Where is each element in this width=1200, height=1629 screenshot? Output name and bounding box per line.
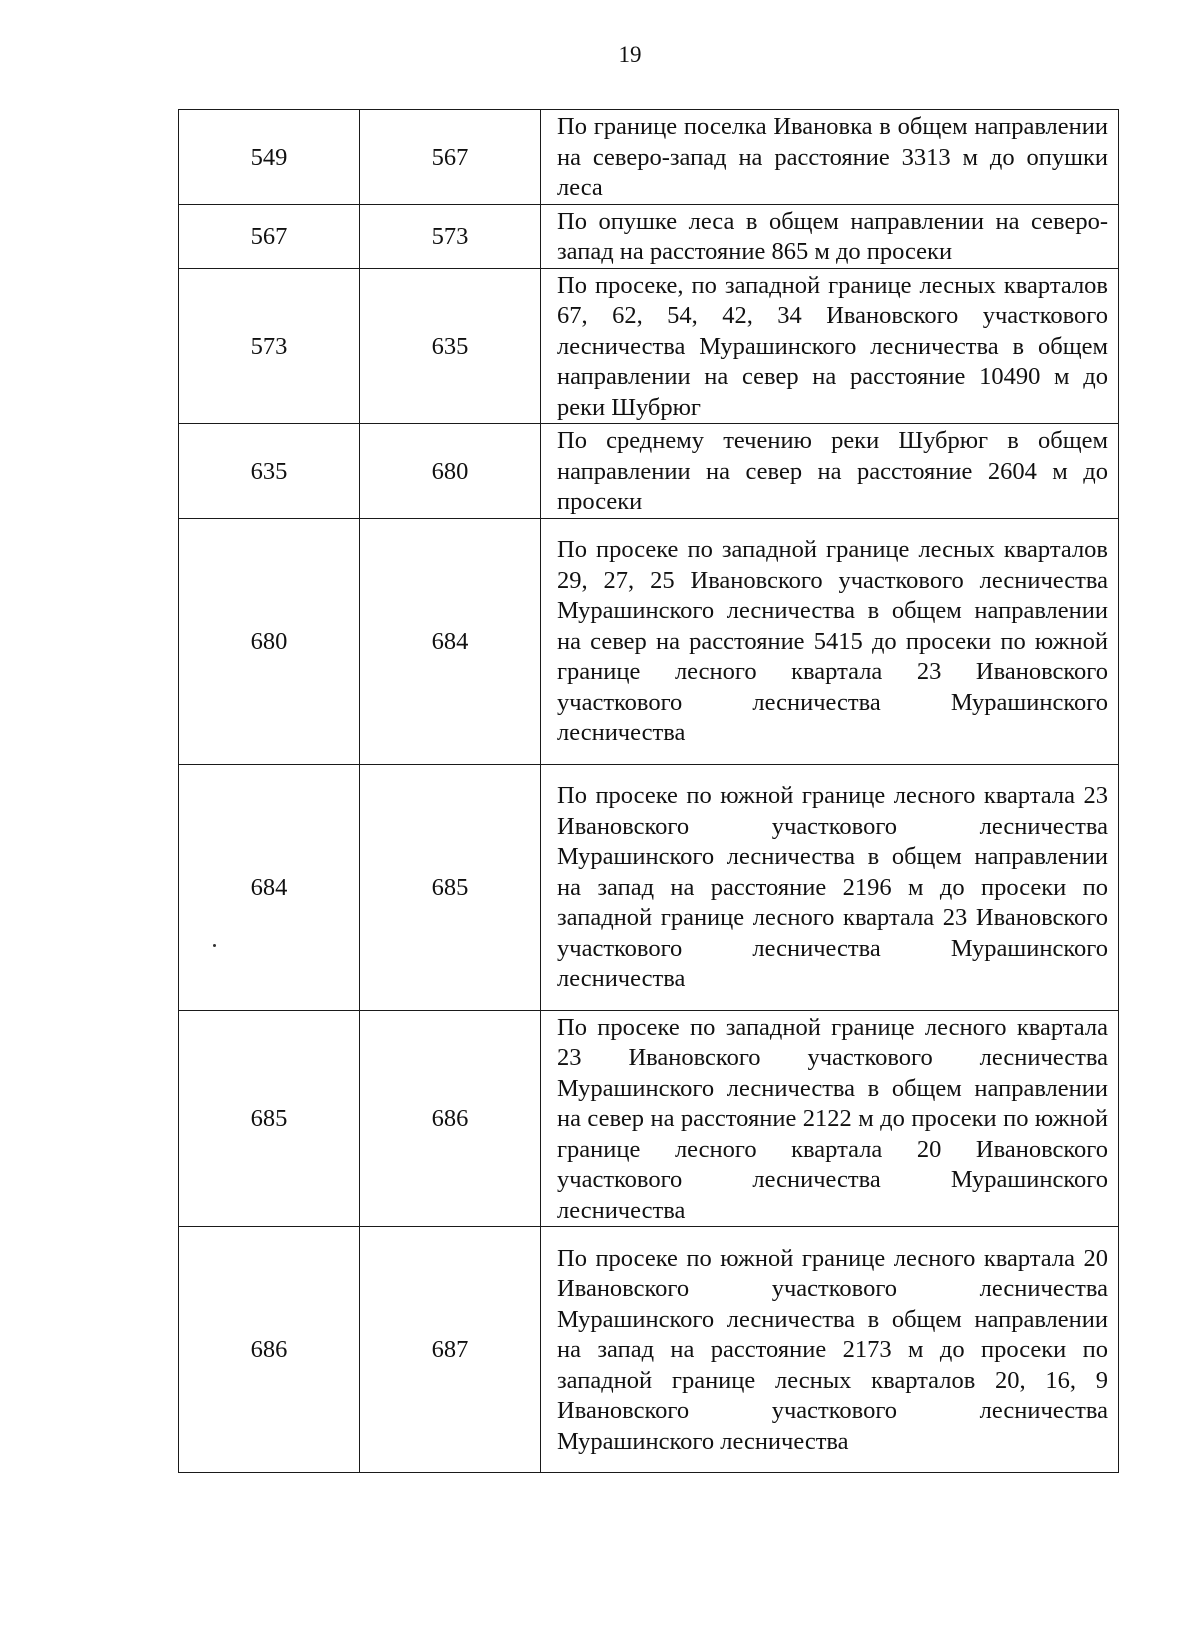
to-point-value: 573 [431,222,469,250]
from-point-cell [179,518,360,764]
to-point-value: 687 [431,1336,469,1364]
table-row [179,110,1119,205]
table-row [179,204,1119,268]
scan-speck [213,944,216,947]
from-point-value: 685 [250,1105,288,1132]
boundary-description: По среднему течению реки Шубрюг в общем направлении на север на расстояние 2604 м до просеки [541,424,1119,519]
to-point-cell [360,1227,541,1473]
from-point-value: 684 [250,873,288,901]
boundary-description: По опушке леса в общем направлении на северо-запад на расстояние 865 м до просеки [541,204,1119,268]
from-point-cell [179,110,360,205]
table-row [179,518,1119,764]
from-point-cell [179,1010,360,1227]
from-point-value: 635 [250,457,288,485]
from-point-value: 686 [250,1336,288,1364]
to-point-cell [360,268,541,424]
to-point-value: 567 [431,143,469,171]
page-number: 19 [618,42,642,67]
table-row [179,424,1119,519]
to-point-cell [360,204,541,268]
boundary-description: По просеке по южной границе лесного квартала 23 Ивановского участкового лесничества Мурашинского лесничества в общем направлении на запад на расстояние 2196 м до просеки по западной границе лесного квартала 23 Ивановского участкового лесничества Мурашинского лесничества [541,764,1119,1010]
from-point-value: 573 [250,332,288,360]
to-point-value: 685 [431,873,469,901]
table-row [179,764,1119,1010]
from-point-value: 680 [250,627,288,655]
from-point-cell [179,424,360,519]
to-point-value: 686 [431,1105,469,1132]
from-point-value: 549 [250,143,288,171]
table-row [179,268,1119,424]
table-row [179,1227,1119,1473]
boundary-description: По просеке, по западной границе лесных кварталов 67, 62, 54, 42, 34 Ивановского участкового лесничества Мурашинского лесничества в общем направлении на север на расстояние 10490 м до реки Шубрюг [541,268,1119,424]
to-point-cell [360,764,541,1010]
from-point-cell [179,1227,360,1473]
boundary-description: По границе поселка Ивановка в общем направлении на северо-запад на расстояние 3313 м до опушки леса [541,110,1119,205]
boundary-description: По просеке по западной границе лесного квартала 23 Ивановского участкового лесничества Мурашинского лесничества в общем направлении на север на расстояние 2122 м до просеки по южной границе лесного квартала 20 Ивановского участкового лесничества Мурашинского лесничества [541,1010,1119,1227]
from-point-cell [179,268,360,424]
to-point-value: 684 [431,627,469,655]
boundary-description: По просеке по южной границе лесного квартала 20 Ивановского участкового лесничества Мурашинского лесничества в общем направлении на запад на расстояние 2173 м до просеки по западной границе лесных кварталов 20, 16, 9 Ивановского участкового лесничества Мурашинского лесничества [541,1227,1119,1473]
to-point-value: 635 [431,332,469,360]
from-point-cell [179,204,360,268]
to-point-cell [360,110,541,205]
from-point-value: 567 [250,222,288,250]
boundary-table [178,109,1119,1473]
to-point-value: 680 [431,457,469,485]
to-point-cell [360,424,541,519]
boundary-description: По просеке по западной границе лесных кварталов 29, 27, 25 Ивановского участкового лесничества Мурашинского лесничества в общем направлении на север на расстояние 5415 до просеки по южной границе лесного квартала 23 Ивановского участкового лесничества Мурашинского лесничества [541,518,1119,764]
to-point-cell [360,518,541,764]
to-point-cell [360,1010,541,1227]
from-point-cell [179,764,360,1010]
table-row [179,1010,1119,1227]
